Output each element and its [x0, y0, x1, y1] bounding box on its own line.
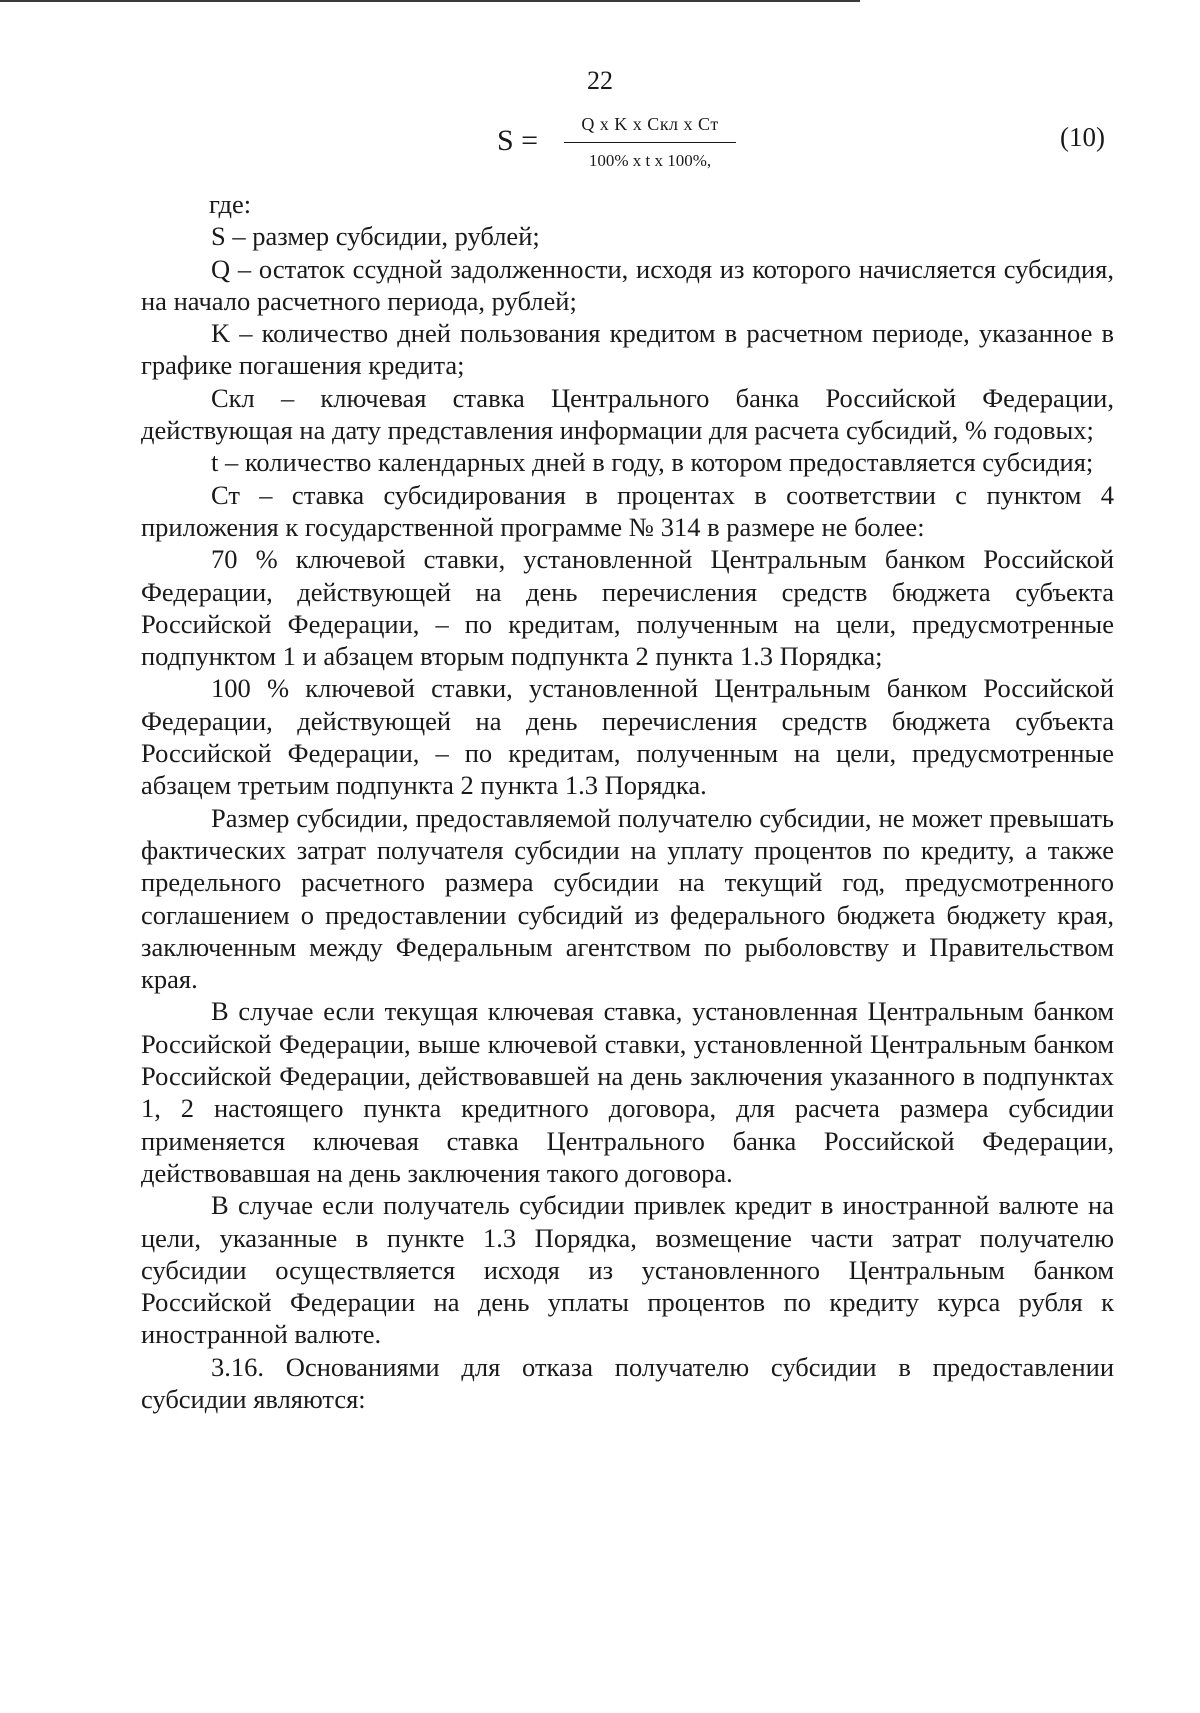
formula-denominator: 100% x t x 100%,	[588, 151, 712, 170]
paragraph-where: где:	[209, 189, 252, 219]
fraction-bar	[564, 142, 736, 143]
body-text	[141, 188, 1114, 1415]
paragraph-3-16: 3.16. Основаниями для отказа получателю субсидии в предоставлении субсидии являются:	[141, 1351, 1114, 1414]
formula-10	[0, 112, 1200, 182]
paragraph-rate-100: 100 % ключевой ставки, установленной Центральным банком Российской Федерации, действующей на день перечисления средств бюджета субъекта Российской Федерации, – по кредитам, полученным на цели, предусмотренные абзацем третьим подпункта 2 пункта 1.3 Порядка.	[141, 673, 1114, 801]
paragraph-rate-70: 70 % ключевой ставки, установленной Центральным банком Российской Федерации, действующей на день перечисления средств бюджета субъекта Российской Федерации, – по кредитам, полученным на цели, предусмотренные подпунктом 1 и абзацем вторым подпункта 2 пункта 1.3 Порядка;	[141, 544, 1114, 672]
paragraph-def-q: Q – остаток ссудной задолженности, исходя из которого начисляется субсидия, на начало расчетного периода, рублей;	[141, 253, 1114, 316]
paragraph-key-rate-case: В случае если текущая ключевая ставка, установленная Центральным банком Российской Федерации, выше ключевой ставки, установленной Центральным банком Российской Федерации, действовавшей на день заключения указанного в подпунктах 1, 2 настоящего пункта кредитного договора, для расчета размера субсидии применяется ключевая ставка Центрального банка Российской Федерации, действовавшая на день заключения такого договора.	[141, 996, 1114, 1188]
formula-number: (10)	[1060, 122, 1105, 152]
paragraph-subsidy-limit: Размер субсидии, предоставляемой получателю субсидии, не может превышать фактических затрат получателя субсидии на уплату процентов по кредиту, а также предельного расчетного размера субсидии на текущий год, предусмотренного соглашением о предоставлении субсидий из федерального бюджета бюджету края, заключенным между Федеральным агентством по рыболовству и Правительством края.	[141, 802, 1114, 995]
formula-fraction	[560, 112, 740, 173]
paragraph-def-st: Ст – ставка субсидирования в процентах в соответствии с пунктом 4 приложения к государственной программе № 314 в размере не более:	[141, 479, 1114, 542]
paragraph-def-s: S – размер субсидии, рублей;	[211, 221, 540, 252]
paragraph-def-t: t – количество календарных дней в году, в котором предоставляется субсидия;	[211, 447, 1094, 478]
paragraph-foreign-currency: В случае если получатель субсидии привлек кредит в иностранной валюте на цели, указанные в пункте 1.3 Порядка, возмещение части затрат получателю субсидии осуществляется исходя из установленного Центральным банком Российской Федерации на день уплаты процентов по кредиту курса рубля к иностранной валюте.	[141, 1190, 1114, 1350]
paragraph-def-k: K – количество дней пользования кредитом в расчетном периоде, указанное в графике погашения кредита;	[141, 318, 1114, 381]
page-number: 22	[587, 66, 613, 95]
formula-numerator: Q x K x Cкл x Ст	[581, 114, 719, 134]
paragraph-def-ckl: Скл – ключевая ставка Центрального банка Российской Федерации, действующая на дату представления информации для расчета субсидий, % годовых;	[141, 382, 1114, 446]
formula-lhs: S =	[497, 124, 539, 157]
scan-edge-line	[0, 0, 860, 2]
